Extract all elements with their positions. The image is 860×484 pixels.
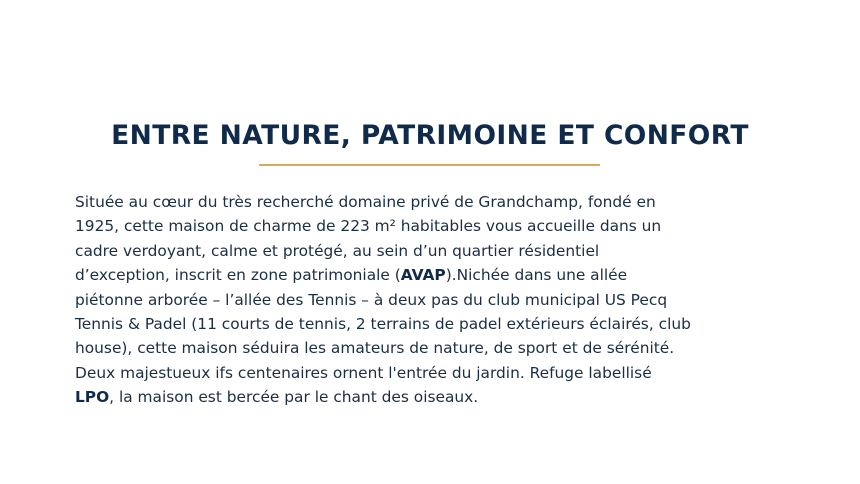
description-line-4 — [75, 263, 785, 287]
description-line-9 — [75, 385, 785, 409]
description-line-6: Tennis & Padel (11 courts de tennis, 2 terrains de padel extérieurs éclairés, club — [75, 315, 691, 334]
description-line-4-end: ).Nichée dans une allée — [445, 266, 628, 285]
description-line-7: house), cette maison séduira les amateurs de nature, de sport et de sérénité. — [75, 339, 675, 358]
avap-term: AVAP — [400, 266, 446, 285]
description-line-3: cadre verdoyant, calme et protégé, au sein d’un quartier résidentiel — [75, 241, 600, 260]
description-line-1: Située au cœur du très recherché domaine privé de Grandchamp, fondé en — [75, 193, 656, 211]
title-divider — [259, 164, 600, 166]
description-line-2: 1925, cette maison de charme de 223 m² habitables vous accueille dans un — [75, 217, 662, 236]
description-line-8: Deux majestueux ifs centenaires ornent l'entrée du jardin. Refuge labellisé — [75, 363, 652, 382]
description-line-4-start: d’exception, inscrit en zone patrimoniale ( — [75, 266, 401, 285]
description-line-9-end: , la maison est bercée par le chant des oiseaux. — [109, 388, 479, 407]
description-line-5: piétonne arborée – l’allée des Tennis – à deux pas du club municipal US Pecq — [75, 290, 668, 309]
lpo-term: LPO — [75, 388, 110, 407]
description-paragraph — [75, 190, 785, 410]
section-title: ENTRE NATURE, PATRIMOINE ET CONFORT — [111, 120, 749, 151]
